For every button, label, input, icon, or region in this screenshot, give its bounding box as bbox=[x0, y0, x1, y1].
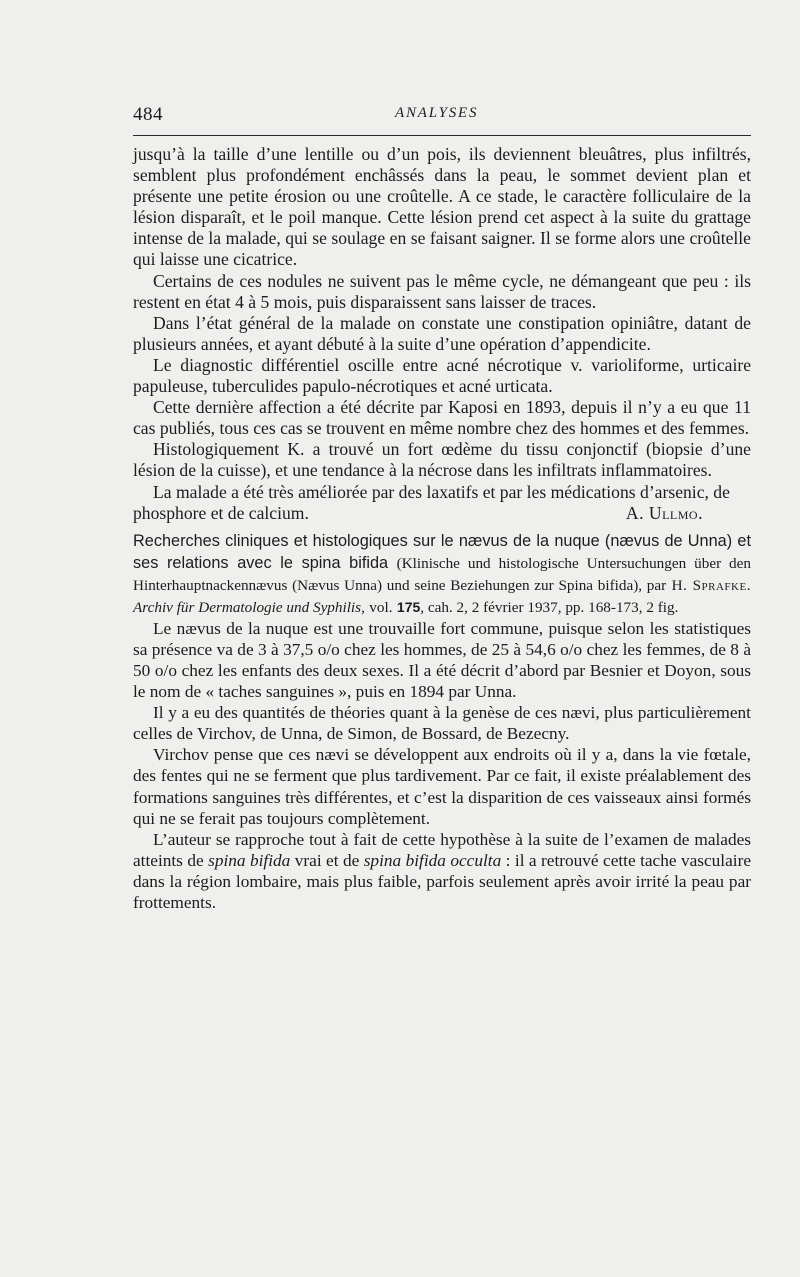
review2-paragraph-3: Virchov pense que ces nævi se développent aux endroits où il y a, dans la vie fœtale, des fentes qui ne se ferment que plus tardivement. Par ce fait, il existe préalablement des formations sanguines très différentes, et c’est la disparition de ces vaisseaux ainsi formés qui ne se ferait pas toujours complètement. bbox=[133, 745, 751, 828]
page-header bbox=[133, 104, 751, 128]
header-rule bbox=[133, 135, 751, 136]
page-number: 484 bbox=[133, 104, 163, 125]
review2-paragraph-4 bbox=[133, 829, 751, 913]
review1-paragraph-4: Le diagnostic différentiel oscille entre acné nécrotique v. varioliforme, urticaire papuleuse, tuberculides papulo-nécrotiques et acné urticata. bbox=[133, 354, 751, 397]
review1-paragraph-1: jusqu’à la taille d’une lentille ou d’un pois, ils deviennent bleuâtres, plus infiltrés, semblent plus profondément enchâssés dans la peau, le sommet devient plan et présente une petite érosion ou une croûtelle. A ce stade, le caractère folliculaire de la lésion disparaît, et le poil manque. Cette lésion prend cet aspect à la suite du grattage intense de la malade, qui se soulage en se faisant saigner. Il se forme alors une croûtelle qui laisse une cicatrice. bbox=[133, 144, 751, 270]
review1-paragraph-2: Certains de ces nodules ne suivent pas le même cycle, ne démangeant que peu : ils restent en état 4 à 5 mois, puis disparaissent sans laisser de traces. bbox=[133, 270, 751, 312]
final-part-1: L’auteur se rapproche tout à fait de cette hypothèse à la suite de l’examen de malades atteints de bbox=[133, 829, 751, 870]
review-continued bbox=[133, 144, 751, 524]
final-italic-2: spina bifida occulta bbox=[363, 850, 502, 870]
review1-paragraph-7 bbox=[133, 482, 751, 524]
review1-paragraph-3: Dans l’état général de la malade on constate une constipation opiniâtre, datant de plusieurs années, et ayant débuté à la suite d’une opération d’appendicite. bbox=[133, 312, 751, 354]
reviewer-signoff: A. Ullmo. bbox=[625, 502, 703, 523]
article-heading bbox=[133, 530, 751, 618]
review1-last-text: La malade a été très améliorée par des laxatifs et par les médications d’arsenic, de phosphore et de calcium. bbox=[133, 481, 730, 523]
page-body bbox=[133, 144, 751, 913]
final-part-2: vrai et de bbox=[294, 850, 360, 870]
article-title: Recherches cliniques et histologiques sur le nævus de la nuque (nævus de bbox=[133, 531, 683, 550]
article-citation bbox=[133, 530, 751, 618]
review1-paragraph-5: Cette dernière affection a été décrite par Kaposi en 1893, depuis il n’y a eu que 11 cas publiés, tous ces cas se trouvent en même nombre chez des hommes et des femmes. bbox=[133, 397, 751, 439]
journal-name: Archiv für Dermatologie und Syphilis, bbox=[133, 598, 365, 616]
review1-paragraph-6: Histologiquement K. a trouvé un fort œdème du tissu conjonctif (biopsie d’une lésion de la cuisse), et une tendance à la nécrose dans les infiltrats inflammatoires. bbox=[133, 439, 751, 481]
review2-paragraph-1: Le nævus de la nuque est une trouvaille fort commune, puisque selon les statistiques sa présence va de 3 à 37,5 o/o chez les hommes, de 25 à 54,6 o/o chez les femmes, de 8 à 50 o/o chez les enfants des deux sexes. Il a été décrit d’abord par Besnier et Doyon, sous le nom de « taches sanguines », puis en 1894 par Unna. bbox=[133, 618, 751, 702]
volume-number: 175 bbox=[396, 598, 421, 615]
article-title-cont: Unna) et ses relations avec le spina bifida bbox=[133, 531, 752, 572]
volume-prefix: vol. bbox=[369, 598, 393, 616]
final-italic-1: spina bifida bbox=[208, 850, 291, 870]
article-author: H. Sprafke. bbox=[671, 576, 751, 594]
review-body bbox=[133, 618, 751, 913]
running-title: ANALYSES bbox=[395, 105, 479, 121]
final-part-3: : il a retrouvé cette tache vasculaire dans la région lombaire, mais plus faible, parfois seulement après avoir irrité la peau par frottements. bbox=[133, 850, 751, 912]
citation-details: , cah. 2, 2 février 1937, pp. 168-173, 2 fig. bbox=[420, 598, 679, 616]
review2-paragraph-2: Il y a eu des quantités de théories quant à la genèse de ces nævi, plus particulièrement celles de Virchov, de Unna, de Simon, de Bossard, de Bezecny. bbox=[133, 703, 751, 744]
german-title: (Klinische und histologische Untersuchungen über den Hinterhauptnackennævus (Nævus Unna) und seine Beziehungen zur Spina bifida), par bbox=[133, 554, 751, 594]
